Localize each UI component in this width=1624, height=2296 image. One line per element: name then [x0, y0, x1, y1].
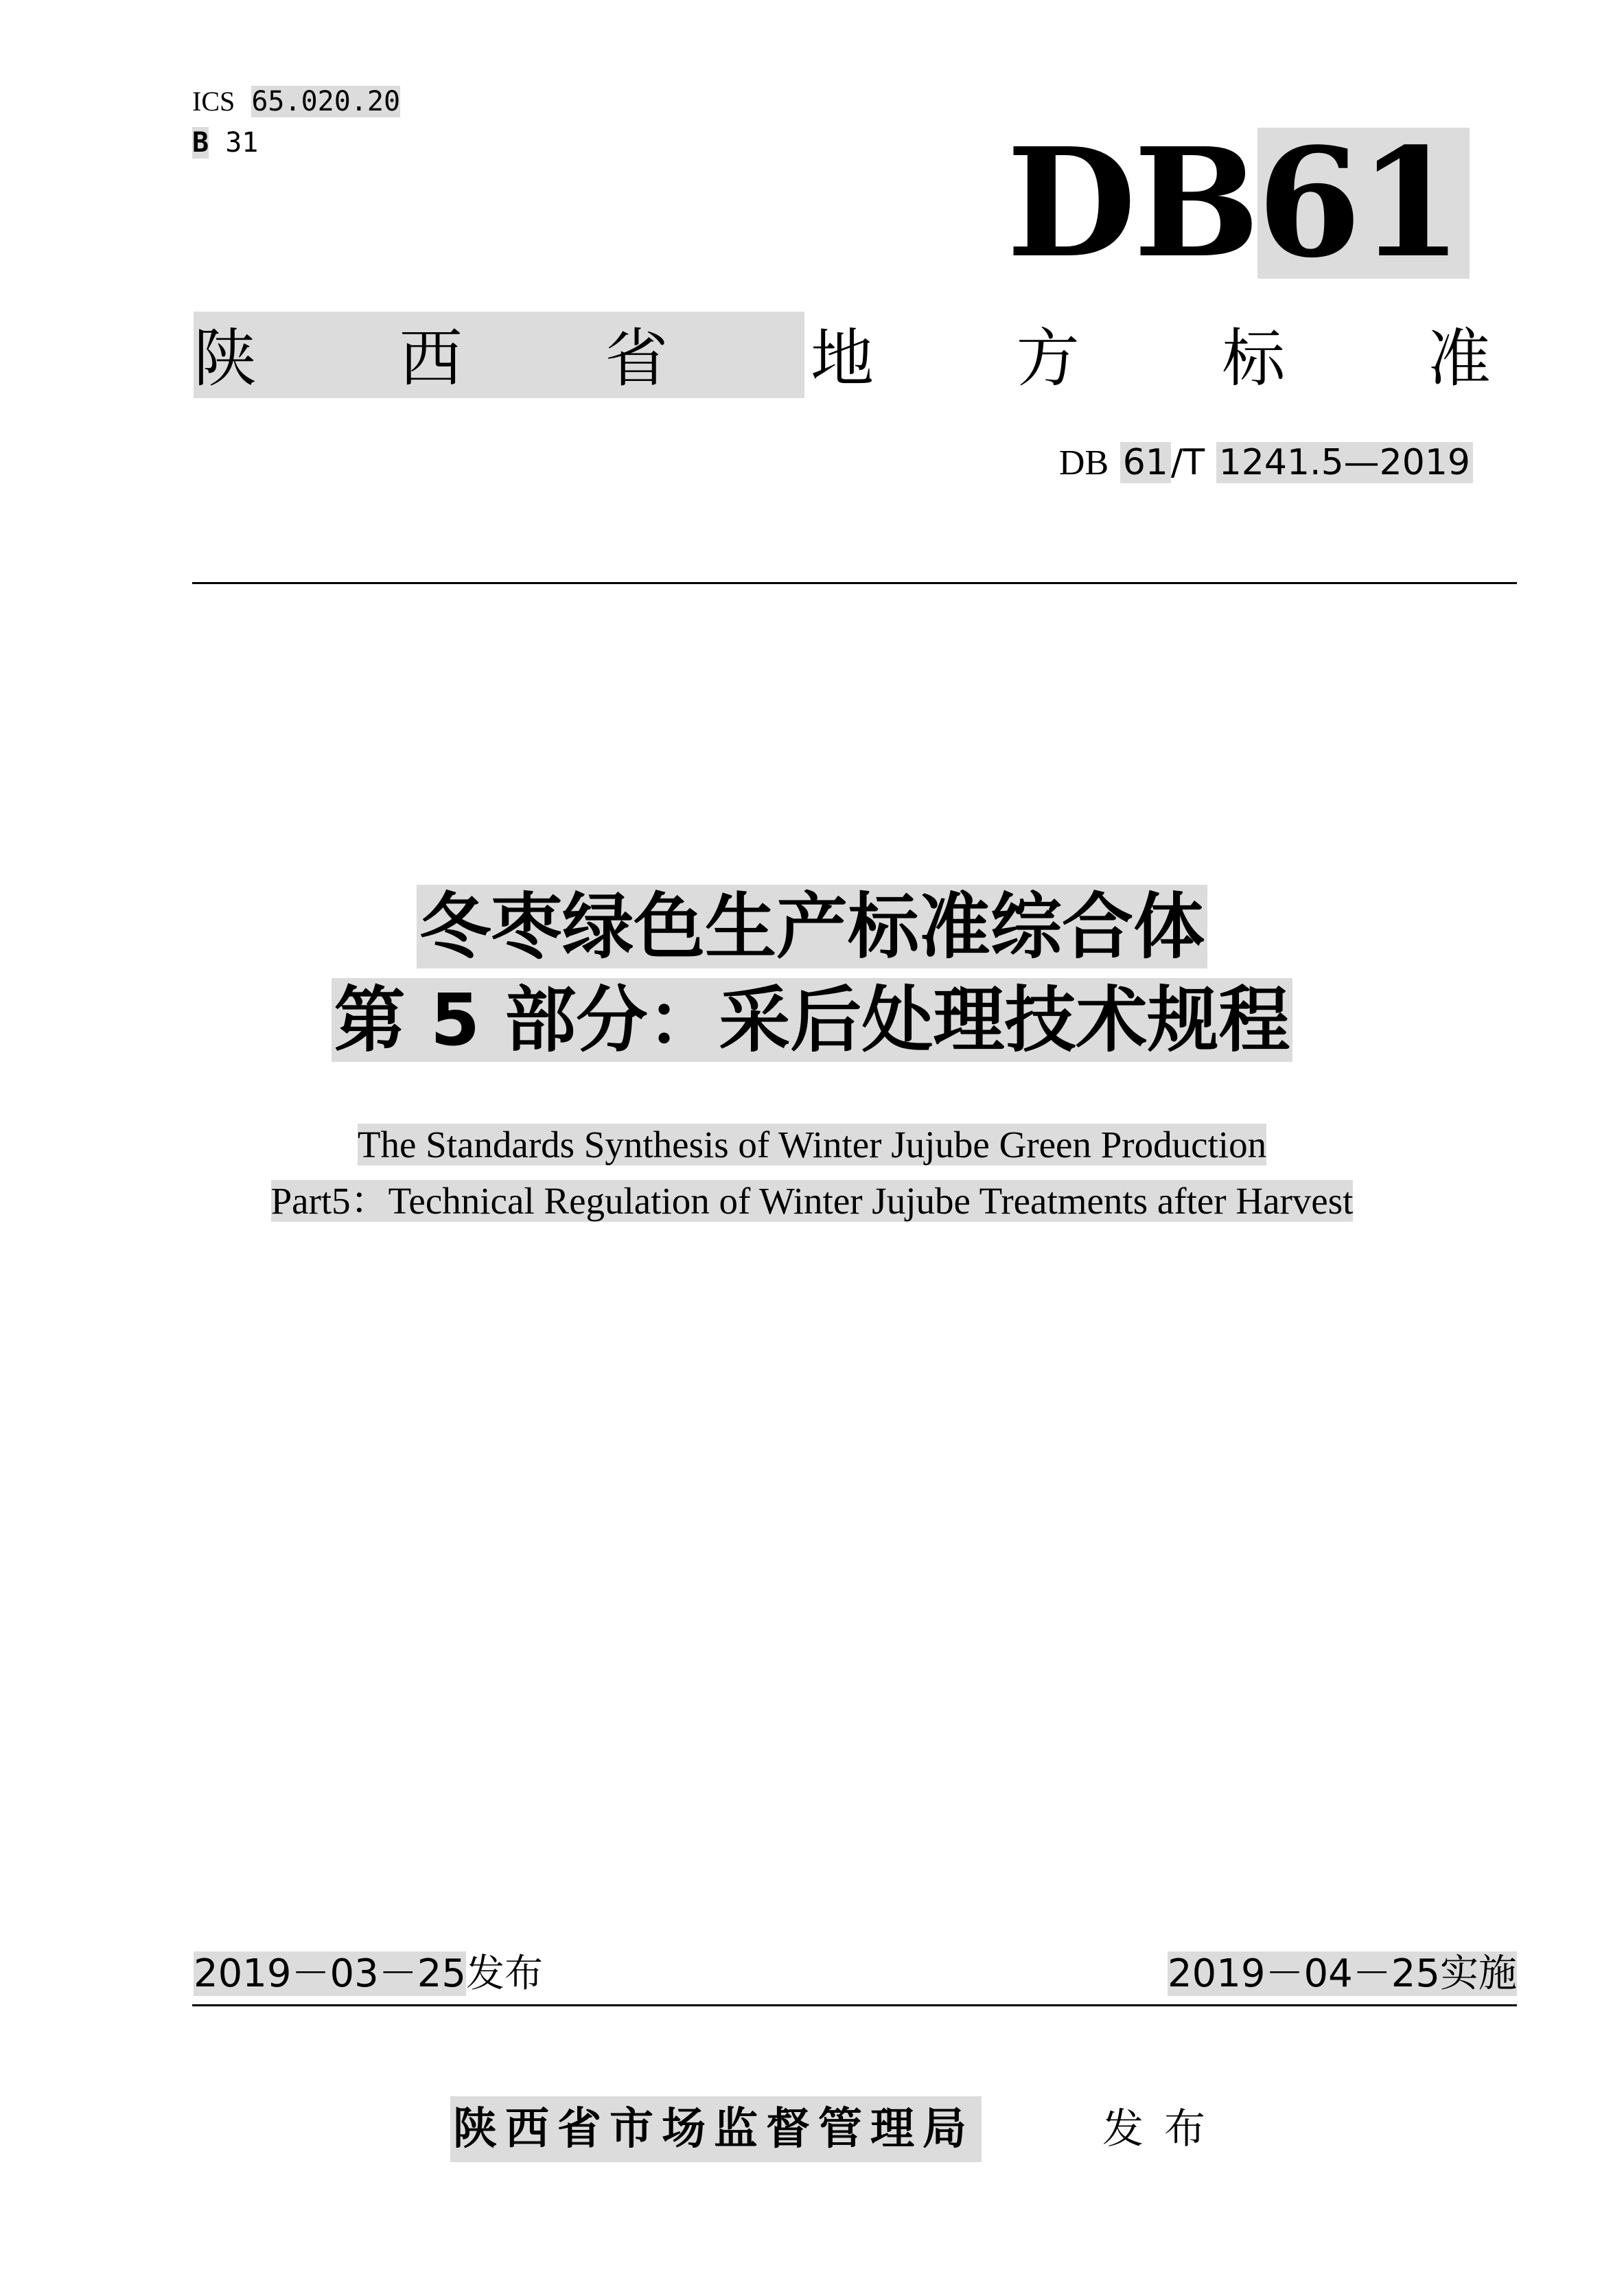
std-no-type: /T: [1170, 442, 1205, 483]
std-no-region: 61: [1120, 442, 1171, 483]
ics-label: ICS: [192, 86, 235, 117]
issue-date-label: 发布: [466, 1951, 544, 1996]
standard-type-char: 西: [399, 322, 463, 395]
ics-code: 65.020.20: [251, 86, 401, 117]
publisher-name: 陕西省市场监督管理局: [450, 2096, 982, 2162]
standard-number: [1059, 438, 1473, 488]
standard-type-char: 陕: [194, 322, 257, 395]
standard-type-char: 地: [810, 322, 874, 395]
ics-code-line: [192, 82, 400, 121]
title-cn-line2: 第 5 部分：采后处理技术规程: [0, 973, 1624, 1067]
implement-date-value: 2019－04－25: [1167, 1951, 1440, 1996]
ccs-label: B: [192, 127, 209, 159]
ccs-code: 31: [225, 127, 259, 159]
header-divider: [192, 582, 1517, 584]
standard-type-char: 方: [1016, 322, 1080, 395]
implement-date-label: 实施: [1440, 1951, 1517, 1996]
std-no-number: 1241.5—2019: [1216, 442, 1473, 483]
standard-type-char: 标: [1222, 322, 1286, 395]
footer-divider: [192, 2004, 1517, 2006]
std-no-prefix: DB: [1058, 443, 1109, 483]
standard-type-char: 准: [1427, 322, 1491, 395]
ccs-code-line: [192, 124, 258, 162]
implement-date: [1168, 1947, 1517, 2002]
title-cn-line1: 冬枣绿色生产标准综合体: [0, 880, 1624, 973]
issue-date: [194, 1947, 543, 2002]
title-en-line2: Part5：Technical Regulation of Winter Jujube Treatments after Harvest: [270, 1180, 1354, 1222]
publisher-action: 发布: [1102, 2105, 1226, 2153]
title-en-line1: The Standards Synthesis of Winter Jujube Green Production: [357, 1124, 1267, 1166]
standard-type-char: 省: [605, 322, 669, 395]
logo-number: 61: [1257, 128, 1470, 279]
issue-date-value: 2019－03－25: [194, 1951, 467, 1996]
standard-type-title: [194, 312, 1491, 395]
db61-logo: [1006, 115, 1470, 291]
logo-prefix: DB: [1006, 115, 1257, 291]
